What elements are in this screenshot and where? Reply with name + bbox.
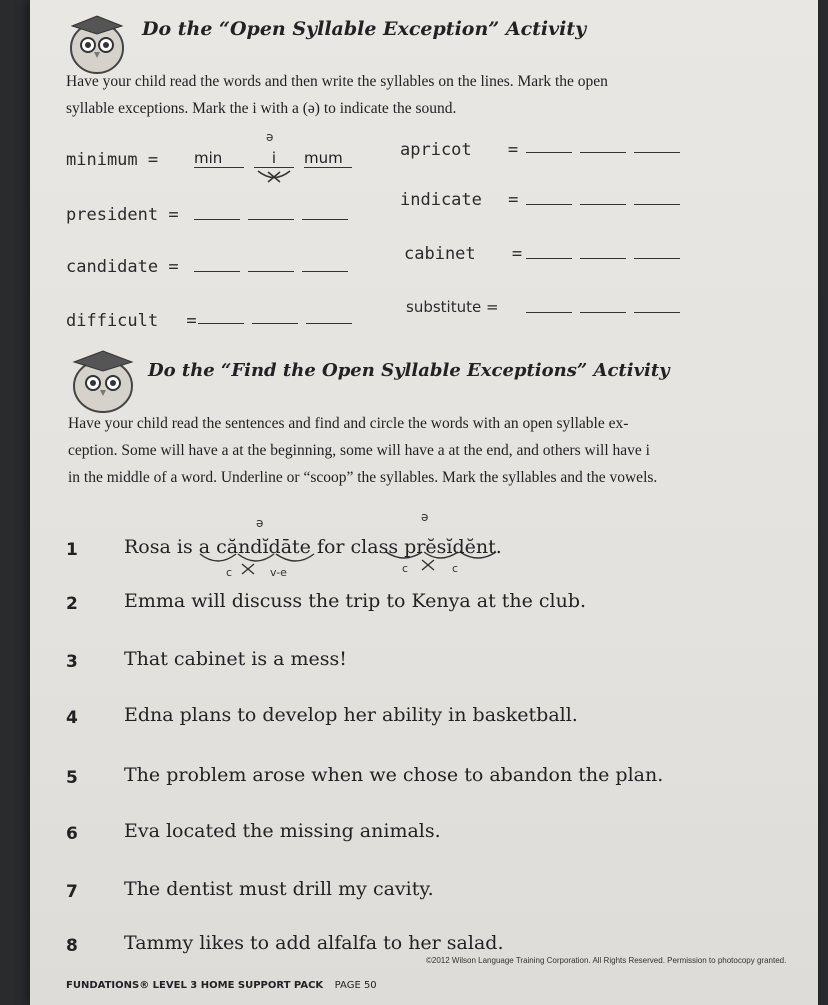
word-indicate: indicate = — [400, 190, 519, 210]
owl-mascot-icon — [66, 348, 140, 414]
activity2-instructions-1: Have your child read the sentences and find and circle the words with an open syllable ex- — [68, 415, 629, 432]
blank[interactable] — [306, 323, 352, 324]
blank[interactable] — [194, 271, 240, 272]
blank[interactable] — [634, 152, 680, 153]
word-difficult: difficult = — [66, 311, 197, 331]
blank[interactable] — [198, 323, 244, 324]
word-cabinet: cabinet = — [404, 244, 523, 264]
footer-program-name: FUNDATIONS® LEVEL 3 HOME SUPPORT PACK PAGE 50 — [66, 980, 377, 991]
blank[interactable] — [580, 152, 626, 153]
sentence-number: 7 — [66, 882, 78, 902]
schwa-mark: ə — [421, 510, 429, 524]
syllable-code: v-e — [270, 566, 287, 579]
activity2-instructions-3: in the middle of a word. Underline or “scoop” the syllables. Mark the syllables and the vowels. — [68, 469, 658, 486]
sentence-text: The dentist must drill my cavity. — [124, 878, 434, 900]
word-apricot: apricot = — [400, 140, 519, 160]
example-syllable-1: min — [194, 149, 244, 168]
blank[interactable] — [580, 258, 626, 259]
sentence-text: Emma will discuss the trip to Kenya at the club. — [124, 590, 587, 612]
owl-mascot-icon — [64, 12, 130, 76]
blank[interactable] — [252, 323, 298, 324]
blank[interactable] — [526, 152, 572, 153]
activity1-instructions-2: syllable exceptions. Mark the i with a (ə) to indicate the sound. — [66, 100, 457, 117]
blank[interactable] — [302, 271, 348, 272]
sentence-text: Eva located the missing animals. — [124, 820, 441, 842]
activity1-title: Do the “Open Syllable Exception” Activity — [142, 18, 587, 40]
syllable-code: c — [226, 566, 233, 579]
activity2-instructions-2: ception. Some will have a at the beginning, some will have a at the end, and others will have i — [68, 442, 650, 459]
syllable-division-mark-icon — [254, 168, 294, 186]
sentence-number: 2 — [66, 594, 78, 614]
example-syllable-2: i — [254, 149, 294, 168]
word-substitute: substitute = — [406, 298, 499, 316]
blank[interactable] — [194, 219, 240, 220]
sentence-text: Edna plans to develop her ability in basketball. — [124, 704, 578, 726]
blank[interactable] — [248, 271, 294, 272]
word-candidate: candidate = — [66, 257, 179, 277]
sentence-text: Rosa is a căndĭdāte for class prĕsĭdĕnt. — [124, 536, 502, 558]
footer-copyright: ©2012 Wilson Language Training Corporation. All Rights Reserved. Permission to photocopy granted. — [426, 956, 787, 965]
blank[interactable] — [580, 204, 626, 205]
sentence-text: Tammy likes to add alfalfa to her salad. — [124, 932, 504, 954]
blank[interactable] — [526, 204, 572, 205]
blank[interactable] — [248, 219, 294, 220]
sentence-number: 8 — [66, 936, 78, 956]
syllable-code: c — [402, 562, 409, 575]
blank[interactable] — [634, 312, 680, 313]
word-minimum: minimum = — [66, 150, 159, 170]
activity2-title: Do the “Find the Open Syllable Exceptions” Activity — [148, 360, 670, 381]
sentence-number: 3 — [66, 652, 78, 672]
blank[interactable] — [634, 258, 680, 259]
blank[interactable] — [526, 312, 572, 313]
blank[interactable] — [302, 219, 348, 220]
sentence-number: 5 — [66, 768, 78, 788]
schwa-mark: ə — [256, 516, 264, 530]
blank[interactable] — [634, 204, 680, 205]
word-president: president = — [66, 205, 179, 225]
syllable-code: c — [452, 562, 459, 575]
example-schwa-mark: ə — [266, 130, 274, 144]
sentence-number: 4 — [66, 708, 78, 728]
blank[interactable] — [580, 312, 626, 313]
blank[interactable] — [526, 258, 572, 259]
sentence-number: 1 — [66, 540, 78, 560]
sentence-text: The problem arose when we chose to abandon the plan. — [124, 764, 664, 786]
example-syllable-3: mum — [304, 149, 352, 168]
activity1-instructions-1: Have your child read the words and then write the syllables on the lines. Mark the open — [66, 73, 608, 90]
sentence-text: That cabinet is a mess! — [124, 648, 347, 670]
sentence-number: 6 — [66, 824, 78, 844]
